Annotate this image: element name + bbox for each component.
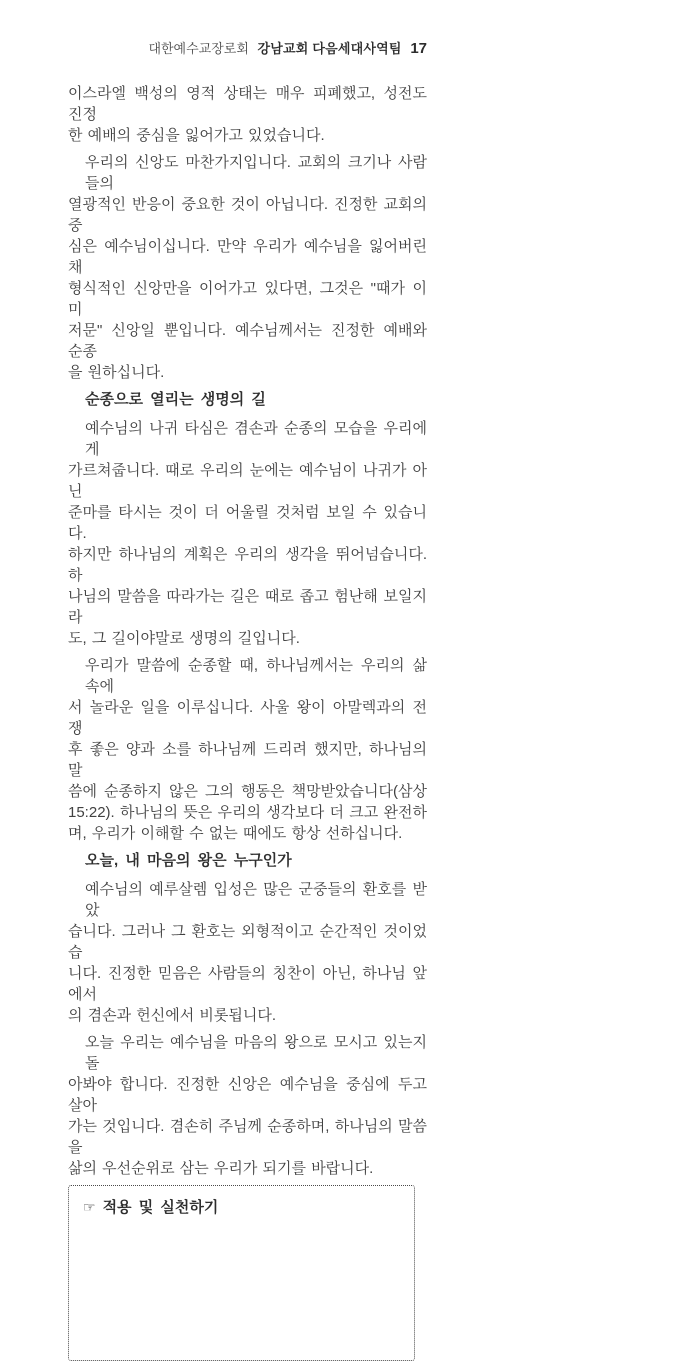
section-heading: 오늘, 내 마음의 왕은 누구인가 <box>85 852 292 869</box>
body-content <box>68 83 427 1179</box>
pointing-hand-icon: ☞ <box>83 1199 96 1215</box>
apply-box-title <box>83 1198 400 1217</box>
paragraph <box>68 83 427 146</box>
text-line: 나님의 말씀을 따라가는 길은 때로 좁고 험난해 보일지라 <box>68 588 427 626</box>
text-line: 우리의 신앙도 마찬가지입니다. 교회의 크기나 사람들의 <box>85 154 427 192</box>
text-line: 며, 우리가 이해할 수 없는 때에도 항상 선하십니다. <box>68 825 403 842</box>
page-number: 17 <box>410 40 427 57</box>
text-line: 아봐야 합니다. 진정한 신앙은 예수님을 중심에 두고 살아 <box>68 1076 427 1114</box>
text-line: 준마를 타시는 것이 더 어울릴 것처럼 보일 수 있습니다. <box>68 504 427 542</box>
text-line: 열광적인 반응이 중요한 것이 아닙니다. 진정한 교회의 중 <box>68 196 427 234</box>
text-line: 이스라엘 백성의 영적 상태는 매우 피폐했고, 성전도 진정 <box>68 85 427 123</box>
text-line: 을 원하십니다. <box>68 364 165 381</box>
text-line: 니다. 진정한 믿음은 사람들의 칭찬이 아닌, 하나님 앞에서 <box>68 965 427 1003</box>
text-line: 서 놀라운 일을 이루십니다. 사울 왕이 아말렉과의 전쟁 <box>68 699 427 737</box>
text-line: 가르쳐줍니다. 때로 우리의 눈에는 예수님이 나귀가 아닌 <box>68 462 427 500</box>
text-line: 도, 그 길이야말로 생명의 길입니다. <box>68 630 300 647</box>
text-line: 예수님의 나귀 타심은 겸손과 순종의 모습을 우리에게 <box>85 420 427 458</box>
text-line: 가는 것입니다. 겸손히 주님께 순종하며, 하나님의 말씀을 <box>68 1118 427 1156</box>
text-line: 예수님의 예루살렘 입성은 많은 군중들의 환호를 받았 <box>85 881 427 919</box>
apply-box-title-label: 적용 및 실천하기 <box>102 1199 219 1216</box>
apply-box <box>68 1185 415 1361</box>
text-line: 하지만 하나님의 계획은 우리의 생각을 뛰어넘습니다. 하 <box>68 546 427 584</box>
text-line: 형식적인 신앙만을 이어가고 있다면, 그것은 "때가 이미 <box>68 280 427 318</box>
text-line: 15:22). 하나님의 뜻은 우리의 생각보다 더 크고 완전하 <box>68 804 427 821</box>
text-line: 삶의 우선순위로 삼는 우리가 되기를 바랍니다. <box>68 1160 374 1177</box>
text-line: 오늘 우리는 예수님을 마음의 왕으로 모시고 있는지 돌 <box>85 1034 427 1072</box>
document <box>68 40 427 1361</box>
text-line: 우리가 말씀에 순종할 때, 하나님께서는 우리의 삶 속에 <box>85 657 427 695</box>
text-line: 후 좋은 양과 소를 하나님께 드리려 했지만, 하나님의 말 <box>68 741 427 779</box>
section-heading: 순종으로 열리는 생명의 길 <box>85 391 266 408</box>
header-church-team-title: 강남교회 다음세대사역팀 <box>257 41 402 56</box>
text-line: 한 예배의 중심을 잃어가고 있었습니다. <box>68 127 325 144</box>
paragraph <box>68 152 427 383</box>
paragraph <box>68 655 427 844</box>
header-org-name: 대한예수교장로회 <box>148 41 249 56</box>
text-line: 씀에 순종하지 않은 그의 행동은 책망받았습니다(삼상 <box>68 783 427 800</box>
paragraph <box>68 418 427 649</box>
paragraph <box>68 879 427 1026</box>
text-line: 저문" 신앙일 뿐입니다. 예수님께서는 진정한 예배와 순종 <box>68 322 427 360</box>
text-line: 심은 예수님이십니다. 만약 우리가 예수님을 잃어버린 채 <box>68 238 427 276</box>
page-header <box>68 40 427 57</box>
paragraph <box>68 1032 427 1179</box>
text-line: 의 겸손과 헌신에서 비롯됩니다. <box>68 1007 277 1024</box>
text-line: 습니다. 그러나 그 환호는 외형적이고 순간적인 것이었습 <box>68 923 427 961</box>
